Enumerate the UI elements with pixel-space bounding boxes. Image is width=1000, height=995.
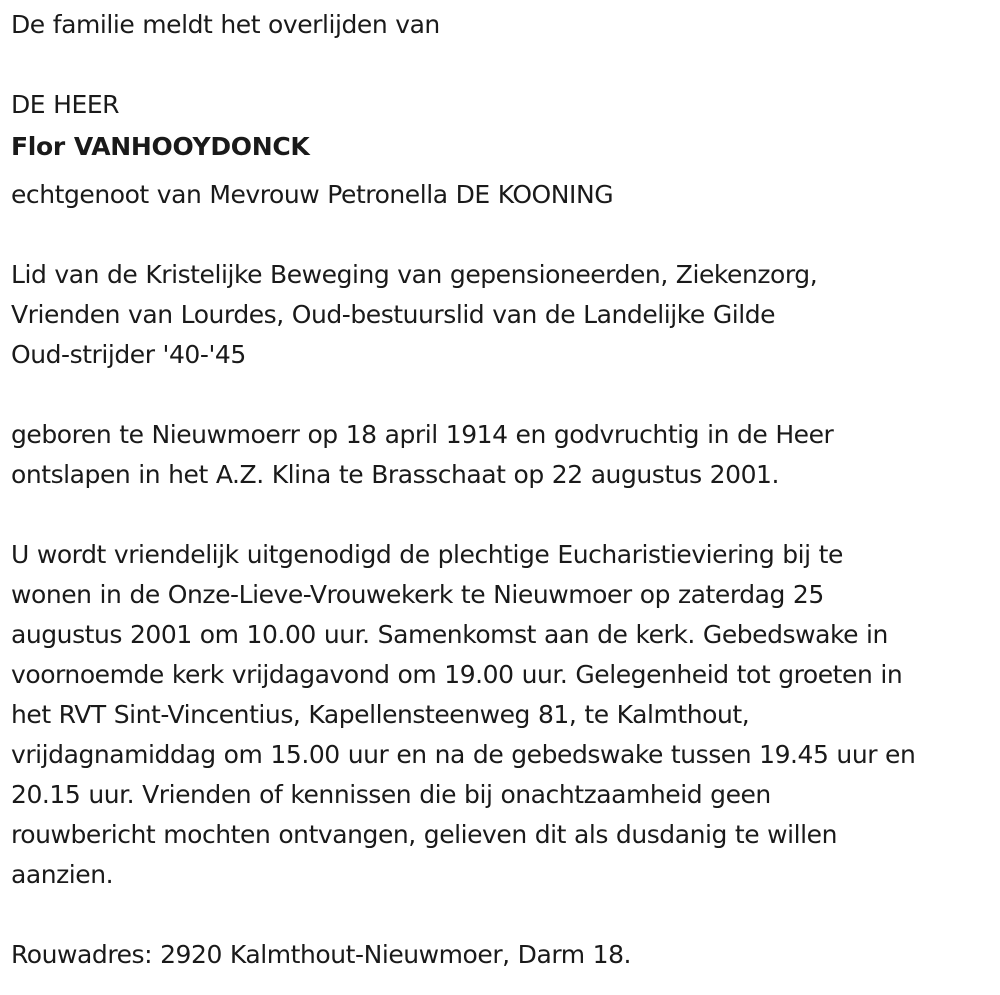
- ceremony-line: rouwbericht mochten ontvangen, gelieven dit als dusdanig te willen: [11, 820, 837, 849]
- ceremony-line: wonen in de Onze-Lieve-Vrouwekerk te Nieuwmoer op zaterdag 25: [11, 580, 824, 609]
- memberships-line: Vrienden van Lourdes, Oud-bestuurslid van de Landelijke Gilde: [11, 300, 776, 329]
- spacer: [11, 495, 996, 535]
- memberships-line: Lid van de Kristelijke Beweging van gepensioneerden, Ziekenzorg,: [11, 260, 818, 289]
- spacer: [11, 215, 996, 255]
- deceased-name: Flor VANHOOYDONCK: [11, 132, 310, 161]
- birth-death-paragraph: [11, 415, 996, 495]
- spacer: [11, 375, 996, 415]
- birth-death-line: ontslapen in het A.Z. Klina te Brasschaat op 22 augustus 2001.: [11, 460, 779, 489]
- ceremony-line: 20.15 uur. Vrienden of kennissen die bij onachtzaamheid geen: [11, 780, 771, 809]
- ceremony-line: augustus 2001 om 10.00 uur. Samenkomst aan de kerk. Gebedswake in: [11, 620, 888, 649]
- ceremony-line: het RVT Sint-Vincentius, Kapellensteenweg 81, te Kalmthout,: [11, 700, 750, 729]
- ceremony-line: U wordt vriendelijk uitgenodigd de plechtige Eucharistieviering bij te: [11, 540, 843, 569]
- spacer: [11, 45, 996, 85]
- ceremony-line: aanzien.: [11, 860, 114, 889]
- intro-text: De familie meldt het overlijden van: [11, 10, 440, 39]
- mourning-address: Rouwadres: 2920 Kalmthout-Nieuwmoer, Darm 18.: [11, 940, 632, 969]
- memberships-line: Oud-strijder '40-'45: [11, 340, 246, 369]
- obituary-notice: [11, 0, 996, 975]
- spouse-line: echtgenoot van Mevrouw Petronella DE KOONING: [11, 180, 614, 209]
- ceremony-line: vrijdagnamiddag om 15.00 uur en na de gebedswake tussen 19.45 uur en: [11, 740, 916, 769]
- ceremony-paragraph: [11, 535, 996, 895]
- honorific-title: DE HEER: [11, 90, 120, 119]
- spacer: [11, 895, 996, 935]
- memberships-paragraph: [11, 255, 996, 375]
- birth-death-line: geboren te Nieuwmoerr op 18 april 1914 en godvruchtig in de Heer: [11, 420, 834, 449]
- ceremony-line: voornoemde kerk vrijdagavond om 19.00 uur. Gelegenheid tot groeten in: [11, 660, 903, 689]
